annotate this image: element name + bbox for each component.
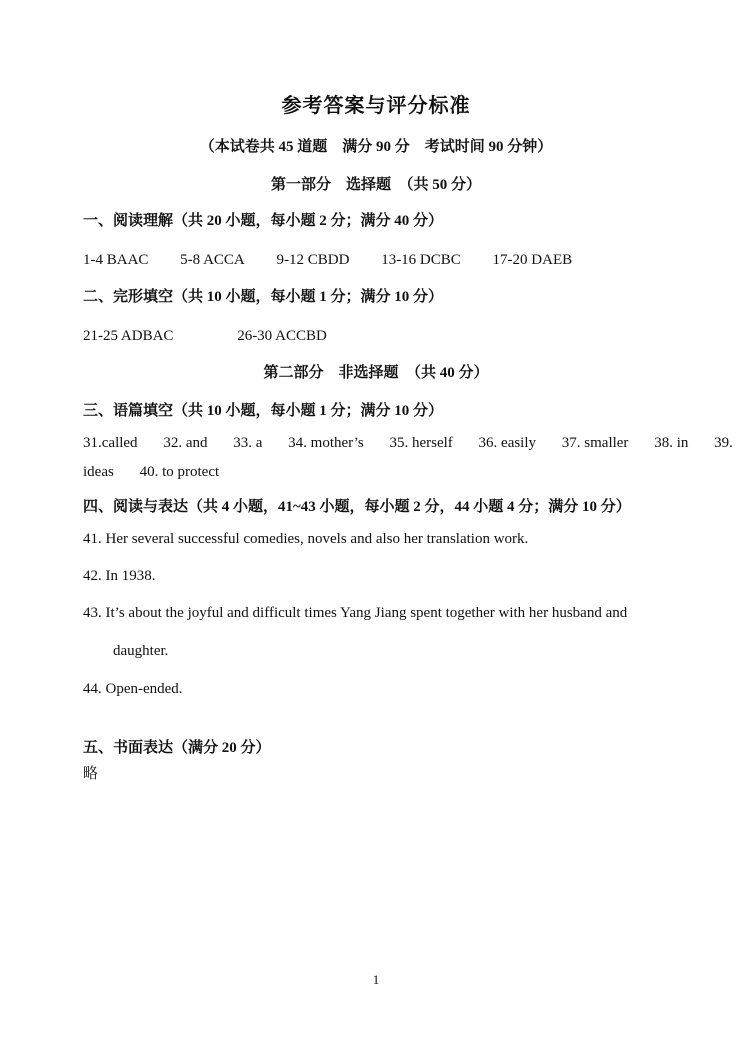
section5-body: 略 (83, 766, 99, 782)
section1-answers (83, 250, 572, 270)
answer-item: 34. mother’s (288, 435, 364, 451)
section2-answers (83, 326, 327, 346)
exam-info: （本试卷共 45 道题 满分 90 分 考试时间 90 分钟） (199, 139, 553, 155)
answer-group: 9-12 CBDD (276, 252, 350, 268)
page-title: 参考答案与评分标准 (281, 95, 471, 117)
answer-item: 40. to protect (139, 464, 220, 480)
answer-item: 37. smaller (561, 435, 629, 451)
section5-heading: 五、书面表达（满分 20 分） (83, 740, 271, 756)
answer-item: 36. easily (478, 435, 537, 451)
part2-heading: 第二部分 非选择题 （共 40 分） (263, 365, 489, 381)
answer-group: 13-16 DCBC (381, 252, 461, 268)
answer-item: 35. herself (389, 435, 453, 451)
section2-heading: 二、完形填空（共 10 小题，每小题 1 分；满分 10 分） (83, 289, 444, 305)
section4-heading: 四、阅读与表达（共 4 小题，41~43 小题，每小题 2 分，44 小题 4 分；满分 10 分） (83, 499, 631, 515)
answer-group: 1-4 BAAC (83, 252, 149, 268)
answer-item: 32. and (163, 435, 208, 451)
answer-item: 38. in (654, 435, 689, 451)
answer-42: 42. In 1938. (83, 568, 156, 584)
answer-group: 17-20 DAEB (492, 252, 573, 268)
answer-41: 41. Her several successful comedies, novels and also her translation work. (83, 531, 529, 547)
section3-answers-line1 (83, 433, 733, 453)
answer-group: 26-30 ACCBD (237, 328, 327, 344)
answer-item: 31.called (83, 435, 138, 451)
section3-answers-line2 (83, 462, 219, 482)
answer-44: 44. Open-ended. (83, 681, 183, 697)
section3-heading: 三、语篇填空（共 10 小题，每小题 1 分；满分 10 分） (83, 403, 444, 419)
answer-item: 33. a (233, 435, 263, 451)
answer-43-continued: daughter. (113, 643, 169, 659)
answer-group: 21-25 ADBAC (83, 328, 174, 344)
section1-heading: 一、阅读理解（共 20 小题，每小题 2 分；满分 40 分） (83, 213, 444, 229)
answer-item: 39. (714, 435, 733, 451)
answer-43: 43. It’s about the joyful and difficult times Yang Jiang spent together with her husband and (83, 605, 628, 621)
answer-item: ideas (83, 464, 114, 480)
part1-heading: 第一部分 选择题 （共 50 分） (270, 177, 481, 193)
page-number: 1 (372, 972, 380, 987)
answer-group: 5-8 ACCA (180, 252, 245, 268)
